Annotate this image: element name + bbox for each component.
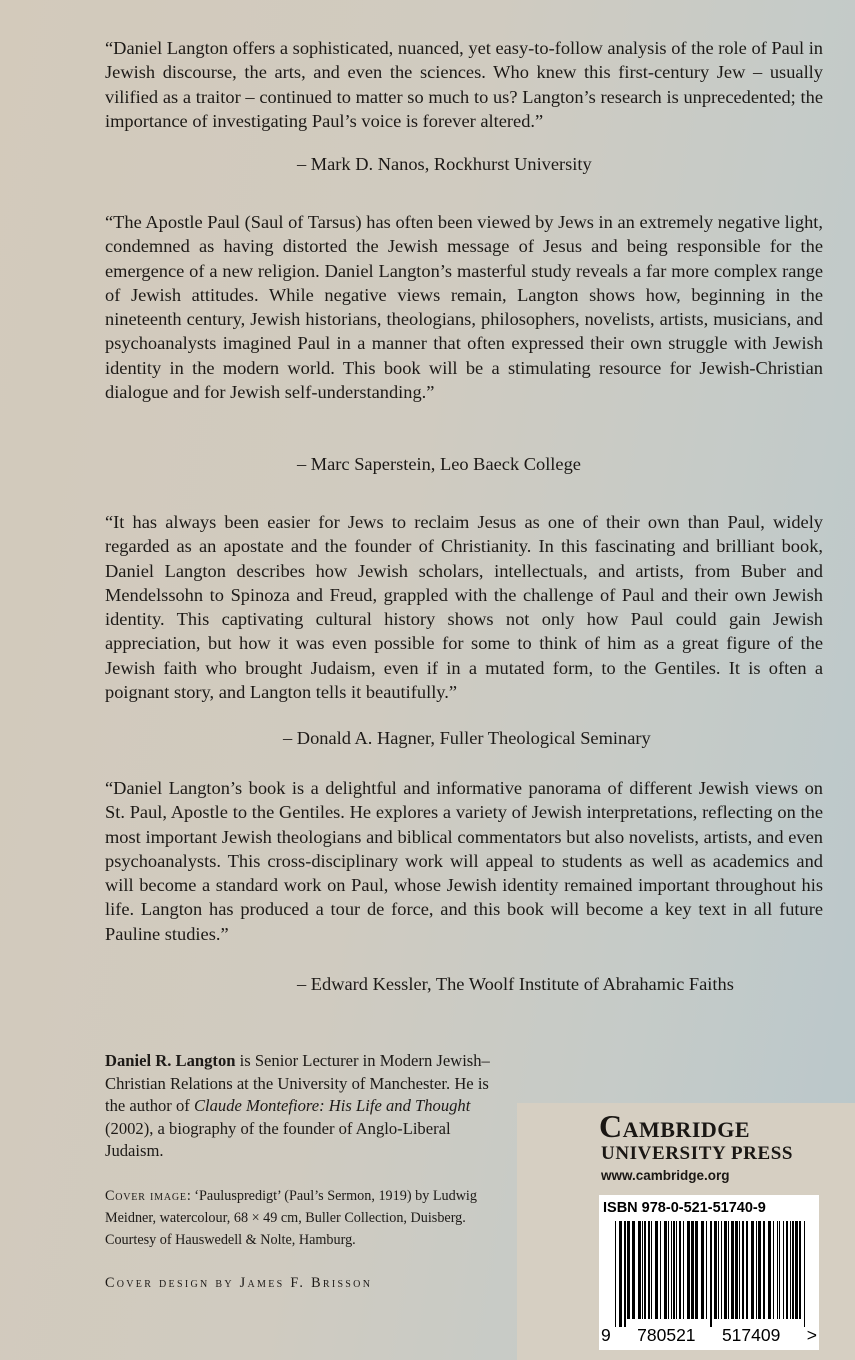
barcode-bar — [795, 1221, 798, 1319]
barcode-digit-first: 9 — [601, 1325, 611, 1345]
barcode-bar — [777, 1221, 778, 1319]
barcode-bar — [624, 1221, 626, 1327]
barcode-bar — [804, 1221, 805, 1327]
barcode-bar — [651, 1221, 652, 1319]
barcode-bar — [724, 1221, 727, 1319]
barcode-bar — [691, 1221, 694, 1319]
author-bio-text-1: is Senior Lecturer in Modern Jewish–Christian Relations at the University of Manchester. He is the author of — [105, 1051, 490, 1116]
author-bio-text-2: (2002), a biography of the founder of Anglo-Liberal Judaism. — [105, 1118, 451, 1161]
barcode-bar — [695, 1221, 698, 1319]
barcode-digits-right: 517409 — [721, 1325, 781, 1345]
barcode-bar — [756, 1221, 757, 1319]
cover-image-label: Cover image — [105, 1188, 187, 1204]
barcode-bar — [739, 1221, 740, 1319]
barcode-bar — [638, 1221, 641, 1319]
barcode-bar — [701, 1221, 704, 1319]
isbn-label: ISBN 978-0-521-51740-9 — [603, 1200, 766, 1216]
barcode-bar — [714, 1221, 717, 1319]
barcode-bar — [779, 1221, 780, 1319]
endorsement-attribution-1: – Mark D. Nanos, Rockhurst University — [297, 154, 592, 174]
endorsement-quote-3: “It has always been easier for Jews to reclaim Jesus as one of their own than Paul, widely regarded as an apostate and the founder of Christianity. In this fascinating and brilliant book, Daniel Langton describes how Jewish scholars, intellectuals, and artists, from Buber and Mendelssohn to Spinoza and Freud, grappled with the challenge of Paul and their own Jewish identity. This captivating cultural history shows not only how Paul could gain Jewish appreciation, but how it was even possible for some to think of him as a great figure of the Jewish faith who brought Judaism, even if in a mutated form, to the Gentiles. It is often a poignant story, and Langton tells it beautifully.” — [105, 512, 823, 703]
publisher-url: www.cambridge.org — [601, 1168, 730, 1183]
publisher-press: UNIVERSITY PRESS — [601, 1143, 794, 1164]
author-book-title: Claude Montefiore: His Life and Thought — [193, 1096, 471, 1116]
cover-image-credit — [105, 1186, 505, 1251]
publisher-name: Cambridge — [599, 1108, 751, 1144]
publisher-panel — [517, 1103, 855, 1360]
barcode-bar — [644, 1221, 646, 1319]
barcode-bar — [735, 1221, 738, 1319]
barcode-bar — [619, 1221, 622, 1327]
barcode-bar — [783, 1221, 784, 1319]
barcode-bar — [676, 1221, 677, 1319]
barcode-bar — [673, 1221, 675, 1319]
author-bio — [105, 1050, 495, 1163]
barcode-bar — [746, 1221, 748, 1319]
barcode-bar — [679, 1221, 681, 1319]
barcode-bar — [655, 1221, 658, 1319]
barcode-digits — [601, 1325, 817, 1345]
barcode-bar — [799, 1221, 801, 1319]
barcode-bar — [642, 1221, 643, 1319]
barcode-bar — [731, 1221, 734, 1319]
barcode-bar — [773, 1221, 774, 1319]
author-name: Daniel R. Langton — [105, 1051, 236, 1070]
endorsement-attribution-3: – Donald A. Hagner, Fuller Theological Seminary — [283, 728, 651, 748]
barcode-bar — [721, 1221, 722, 1319]
barcode-bar — [687, 1221, 690, 1319]
barcode-bar — [751, 1221, 754, 1319]
barcode-bar — [758, 1221, 761, 1319]
barcode-bar — [615, 1221, 616, 1327]
endorsement-attribution-4: – Edward Kessler, The Woolf Institute of Abrahamic Faiths — [297, 974, 734, 994]
endorsement-quote-4: “Daniel Langton’s book is a delightful and informative panorama of different Jewish views on St. Paul, Apostle to the Gentiles. He explores a variety of Jewish interpretations, reflecting on the most important Jewish theologians and biblical commentators but also novelists, artists, and even psychoanalysts. This cross-disciplinary work will appeal to students as well as academics and will become a standard work on Paul, whose Jewish identity remained important throughout his life. Langton has produced a tour de force, and this book will become a key text in all future Pauline studies.” — [105, 778, 823, 944]
barcode-bar — [792, 1221, 794, 1319]
barcode-bar — [683, 1221, 684, 1319]
barcode-bar — [660, 1221, 661, 1319]
endorsement-quote-1: “Daniel Langton offers a sophisticated, nuanced, yet easy-to-follow analysis of the role of Paul in Jewish discourse, the arts, and even the sciences. Who knew this first-century Jew – usually vilified as a traitor – continued to matter so much to us? Langton’s research is unprecedented; the importance of investigating Paul’s voice is forever altered.” — [105, 38, 823, 131]
barcode-digits-left: 780521 — [637, 1325, 696, 1345]
isbn-barcode — [599, 1195, 819, 1350]
barcode-bar — [648, 1221, 650, 1319]
barcode-bar — [786, 1221, 788, 1319]
barcode-bar — [668, 1221, 669, 1319]
barcode-bar — [664, 1221, 667, 1319]
barcode-bar — [718, 1221, 719, 1319]
cover-design-credit: Cover design by James F. Brisson — [105, 1275, 373, 1291]
barcode-bar — [763, 1221, 765, 1319]
barcode-bar — [742, 1221, 744, 1319]
barcode-bar — [671, 1221, 672, 1319]
barcode-bar — [728, 1221, 729, 1319]
barcode-bar — [632, 1221, 635, 1319]
barcode-bar — [706, 1221, 707, 1319]
endorsement-attribution-2: – Marc Saperstein, Leo Baeck College — [297, 454, 581, 474]
barcode-digit-end: > — [806, 1325, 817, 1345]
barcode-bar — [768, 1221, 771, 1319]
barcode-bars — [599, 1221, 819, 1327]
endorsement-quote-2: “The Apostle Paul (Saul of Tarsus) has often been viewed by Jews in an extremely negative light, condemned as having distorted the Jewish message of Jesus and being responsible for the emergence of a new religion. Daniel Langton’s masterful study reveals a far more complex range of Jewish attitudes. While negative views remain, Langton shows how, beginning in the nineteenth century, Jewish historians, theologians, philosophers, novelists, artists, musicians, and psychoanalysts imagined Paul in a manner that often expressed their own struggle with Jewish identity in the modern world. This book will be a stimulating resource for Jewish-Christian dialogue and for Jewish self-understanding.” — [105, 212, 823, 403]
barcode-bar — [627, 1221, 630, 1319]
cover-image-text: : ‘Pauluspredigt’ (Paul’s Sermon, 1919) by Ludwig Meidner, watercolour, 68 × 49 cm, Buller Collection, Duisberg. Courtesy of Hauswedell & Nolte, Hamburg. — [105, 1188, 477, 1248]
barcode-bar — [710, 1221, 712, 1327]
barcode-bar — [790, 1221, 791, 1319]
